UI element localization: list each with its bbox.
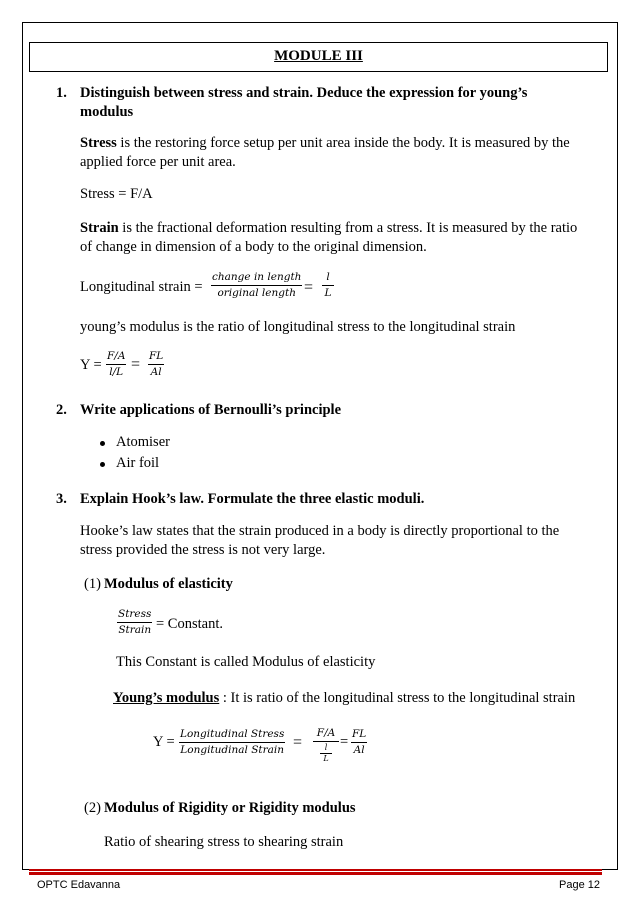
youngs-modulus-text: : It is ratio of the longitudinal stress to the longitudinal strain — [219, 690, 576, 706]
list-item: Air foil — [116, 455, 160, 471]
fraction-denominator: Longitudinal Strain — [180, 744, 285, 756]
youngs-modulus-definition: young’s modulus is the ratio of longitudinal stress to the longitudinal strain — [80, 319, 516, 335]
fraction-numerator: F/A — [313, 726, 339, 742]
y2-label: Y = — [153, 734, 175, 750]
fraction-denominator: Al — [150, 366, 162, 378]
fraction-denominator: l/L — [109, 366, 124, 378]
sub2-number: (2) — [84, 800, 101, 816]
y-fraction-2 — [148, 349, 164, 380]
q1-heading-line2: modulus — [80, 104, 134, 120]
inner-denominator: L — [323, 754, 329, 763]
youngs-modulus-line — [113, 690, 575, 707]
q1-number: 1. — [56, 85, 67, 101]
stress-term: Stress — [80, 135, 117, 151]
strain-definition-line1 — [80, 220, 577, 237]
y-fraction-1 — [106, 349, 126, 380]
strain-term: Strain — [80, 220, 119, 236]
fraction-numerator: Stress — [117, 607, 152, 623]
q3-number: 3. — [56, 491, 67, 507]
hookes-law-line2: stress provided the stress is not very large. — [80, 542, 326, 558]
fraction-numerator: change in length — [211, 270, 302, 286]
equals-sign: = — [304, 279, 314, 296]
q1-heading-line1: Distinguish between stress and strain. Deduce the expression for young’s — [80, 85, 528, 101]
bullet-icon — [100, 462, 105, 467]
footer-rule-thin — [29, 869, 602, 871]
l-over-L-fraction — [322, 270, 334, 301]
strain-def-text: is the fractional deformation resulting from a stress. It is measured by the ratio — [118, 220, 578, 236]
fraction-numerator: FL — [148, 349, 164, 365]
strain-definition-line2: of change in dimension of a body to the original dimension. — [80, 239, 427, 255]
footer-rule-thick — [29, 872, 602, 875]
inner-numerator: l — [320, 743, 332, 754]
stress-strain-fraction — [117, 607, 152, 638]
equals-sign: = — [340, 734, 349, 750]
fl-over-al-fraction — [351, 727, 367, 758]
constant-description: This Constant is called Modulus of elasticity — [116, 654, 376, 670]
sub1-title: Modulus of elasticity — [104, 576, 233, 592]
fraction-denominator: L — [324, 287, 332, 299]
q2-number: 2. — [56, 402, 67, 418]
fraction-denominator: Al — [353, 744, 365, 756]
y-label: Y = — [80, 357, 102, 373]
longitudinal-strain-label: Longitudinal strain = — [80, 279, 203, 295]
fraction-numerator: F/A — [106, 349, 126, 365]
rigidity-definition: Ratio of shearing stress to shearing strain — [104, 834, 344, 850]
stress-definition-line1 — [80, 135, 570, 152]
hookes-law-line1: Hooke’s law states that the strain produced in a body is directly proportional to the — [80, 523, 560, 539]
fraction-numerator: FL — [351, 727, 367, 743]
sub2-title: Modulus of Rigidity or Rigidity modulus — [104, 800, 356, 816]
longitudinal-fraction — [179, 727, 285, 758]
footer-institution: OPTC Edavanna — [37, 879, 121, 891]
fraction-denominator: original length — [217, 287, 296, 299]
stress-formula: Stress = F/A — [80, 186, 153, 202]
constant-equation: = Constant. — [156, 616, 223, 632]
footer-page-number: Page 12 — [559, 879, 600, 891]
module-title-box — [29, 42, 608, 72]
fraction-numerator: l — [322, 270, 334, 286]
longitudinal-strain-fraction — [211, 270, 302, 301]
equals-sign: = — [293, 734, 303, 751]
youngs-modulus-term: Young’s modulus — [113, 690, 220, 706]
fraction-denominator: Strain — [118, 624, 152, 636]
list-item: Atomiser — [116, 434, 170, 450]
fraction-numerator: Longitudinal Stress — [179, 727, 285, 743]
q3-heading: Explain Hook’s law. Formulate the three elastic moduli. — [80, 491, 425, 507]
stress-definition-line2: applied force per unit area. — [80, 154, 236, 170]
inner-fraction — [320, 743, 332, 764]
compound-fraction — [313, 726, 339, 764]
q2-heading: Write applications of Bernoulli’s principle — [80, 402, 342, 418]
module-title: MODULE III — [274, 48, 363, 64]
equals-sign: = — [131, 356, 141, 373]
stress-def-text: is the restoring force setup per unit area inside the body. It is measured by the — [116, 135, 570, 151]
sub1-number: (1) — [84, 576, 101, 592]
bullet-icon — [100, 441, 105, 446]
